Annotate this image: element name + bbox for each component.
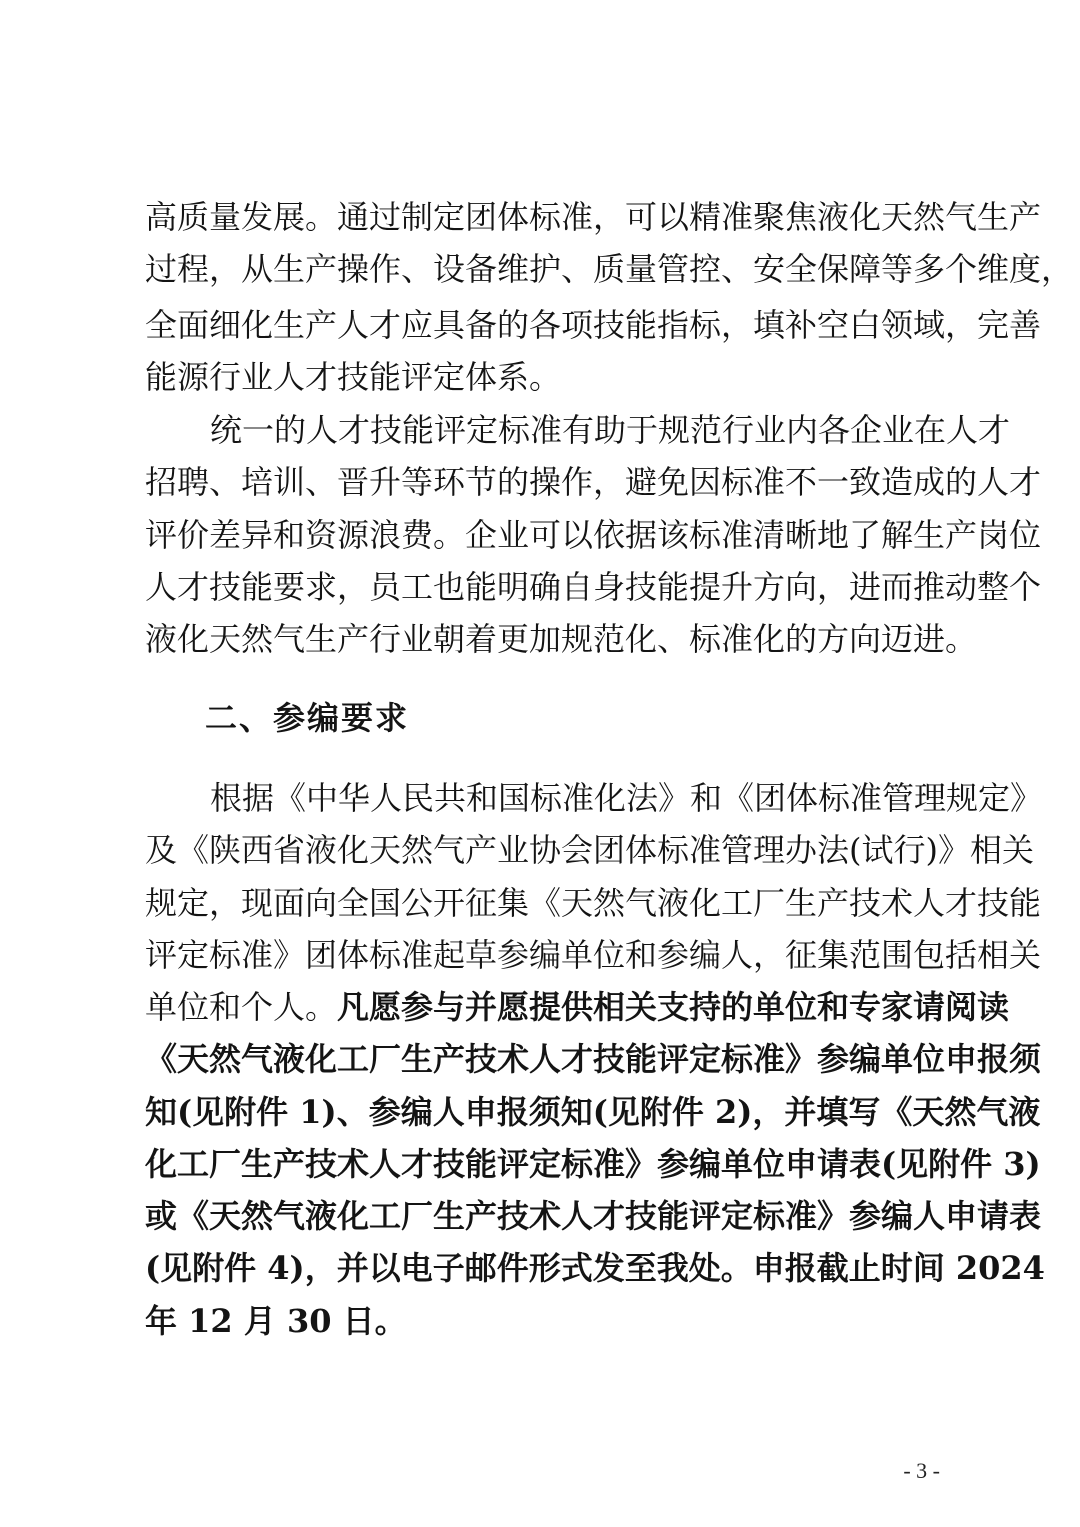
paragraph-3-bold-line-4: 或《天然气液化工厂生产技术人才技能评定标准》参编人申请表 — [145, 1197, 1042, 1235]
paragraph-3-bold-line-6: 年 12 月 30 日。 — [145, 1302, 407, 1340]
section-heading: 二、参编要求 — [205, 699, 410, 737]
paragraph-3-line-5 — [145, 979, 1010, 1035]
paragraph-2-line-3: 评价差异和资源浪费。企业可以依据该标准清晰地了解生产岗位 — [145, 516, 1042, 554]
paragraph-1-line-4: 能源行业人才技能评定体系。 — [145, 358, 562, 396]
paragraph-2-line-4: 人才技能要求，员工也能明确自身技能提升方向，进而推动整个 — [145, 568, 1042, 606]
paragraph-3-line-1: 根据《中华人民共和国标准化法》和《团体标准管理规定》 — [210, 779, 1043, 817]
paragraph-3-bold-line-5: (见附件 4)，并以电子邮件形式发至我处。申报截止时间 2024 — [145, 1249, 1045, 1287]
paragraph-3-bold-line-1: 《天然气液化工厂生产技术人才技能评定标准》参编单位申报须 — [145, 1040, 1042, 1078]
paragraph-3-bold-line-2: 知(见附件 1)、参编人申报须知(见附件 2)，并填写《天然气液 — [145, 1093, 1041, 1131]
page-number: - 3 - — [903, 1458, 940, 1483]
paragraph-2-line-2: 招聘、培训、晋升等环节的操作，避免因标准不一致造成的人才 — [145, 463, 1042, 501]
paragraph-1-line-3: 全面细化生产人才应具备的各项技能指标，填补空白领域，完善 — [145, 306, 1042, 344]
line-5-normal-text: 单位和个人。 — [145, 988, 338, 1026]
paragraph-3-bold-line-3: 化工厂生产技术人才技能评定标准》参编单位申请表(见附件 3) — [145, 1145, 1041, 1183]
paragraph-3-line-3: 规定，现面向全国公开征集《天然气液化工厂生产技术人才技能 — [145, 884, 1042, 922]
paragraph-3-line-2: 及《陕西省液化天然气产业协会团体标准管理办法(试行)》相关 — [145, 831, 1034, 869]
paragraph-3-line-4: 评定标准》团体标准起草参编单位和参编人，征集范围包括相关 — [145, 936, 1042, 974]
line-5-bold-text: 凡愿参与并愿提供相关支持的单位和专家请阅读 — [337, 988, 1010, 1026]
paragraph-1-line-2: 过程，从生产操作、设备维护、质量管控、安全保障等多个维度， — [145, 250, 1074, 288]
paragraph-2-line-1: 统一的人才技能评定标准有助于规范行业内各企业在人才 — [210, 411, 1011, 449]
paragraph-2-line-5: 液化天然气生产行业朝着更加规范化、标准化的方向迈进。 — [145, 620, 978, 658]
paragraph-1-line-1: 高质量发展。通过制定团体标准，可以精准聚焦液化天然气生产 — [145, 198, 1042, 236]
